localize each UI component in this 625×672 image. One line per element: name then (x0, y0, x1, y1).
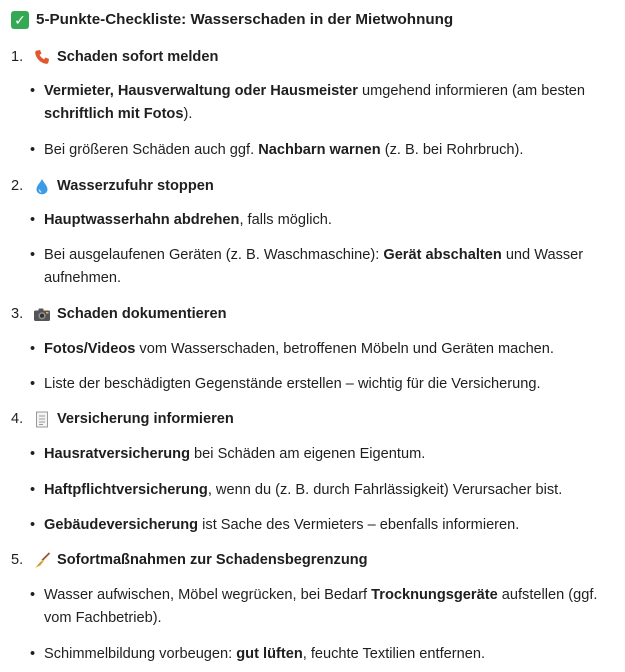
section-number: 5. (11, 552, 24, 568)
broom-icon (33, 551, 51, 569)
section-number: 1. (11, 49, 24, 65)
list-item: • Gebäudeversicherung ist Sache des Vermieters – ebenfalls informieren. (30, 517, 520, 533)
list-item: • Wasser aufwischen, Möbel wegrücken, bei Bedarf Trocknungsgeräte aufstellen (ggf. vom Fachbetrieb). (30, 587, 598, 626)
section-title: Wasserzufuhr stoppen (57, 178, 214, 194)
section-heading (11, 408, 234, 430)
section-heading (11, 549, 368, 571)
section-heading (11, 175, 214, 197)
list-item: • Haftpflichtversicherung, wenn du (z. B. durch Fahrlässigkeit) Verursacher bist. (30, 482, 563, 498)
list-item: • Bei größeren Schäden auch ggf. Nachbarn warnen (z. B. bei Rohrbruch). (30, 142, 524, 158)
page-title (11, 9, 453, 31)
list-item: • Schimmelbildung vorbeugen: gut lüften, feuchte Textilien entfernen. (30, 646, 486, 662)
list-item: • Hausratversicherung bei Schäden am eigenen Eigentum. (30, 446, 426, 462)
document-icon (33, 410, 51, 428)
section-number: 2. (11, 178, 24, 194)
section-title: Versicherung informieren (57, 411, 234, 427)
list-item: • Fotos/Videos vom Wasserschaden, betroffenen Möbeln und Geräten machen. (30, 341, 554, 357)
camera-icon (33, 305, 51, 323)
section-number: 3. (11, 306, 24, 322)
section-title: Schaden sofort melden (57, 49, 219, 65)
list-item: • Bei ausgelaufenen Geräten (z. B. Waschmaschine): Gerät abschalten und Wasser aufnehmen. (30, 247, 584, 286)
water-drop-icon (33, 177, 51, 195)
section-number: 4. (11, 411, 24, 427)
title-text: 5-Punkte-Checkliste: Wasserschaden in der Mietwohnung (36, 11, 454, 28)
list-item: • Liste der beschädigten Gegenstände erstellen – wichtig für die Versicherung. (30, 376, 541, 392)
check-mark-icon: ✓ (11, 11, 29, 29)
list-item: • Vermieter, Hausverwaltung oder Hausmeister umgehend informieren (am besten schriftlich mit Fotos). (30, 83, 586, 122)
section-heading (11, 46, 218, 68)
list-item: • Hauptwasserhahn abdrehen, falls möglich. (30, 212, 332, 228)
telephone-icon (33, 48, 51, 66)
section-title: Sofortmaßnahmen zur Schadensbegrenzung (57, 552, 368, 568)
section-heading (11, 303, 227, 325)
section-title: Schaden dokumentieren (57, 306, 227, 322)
